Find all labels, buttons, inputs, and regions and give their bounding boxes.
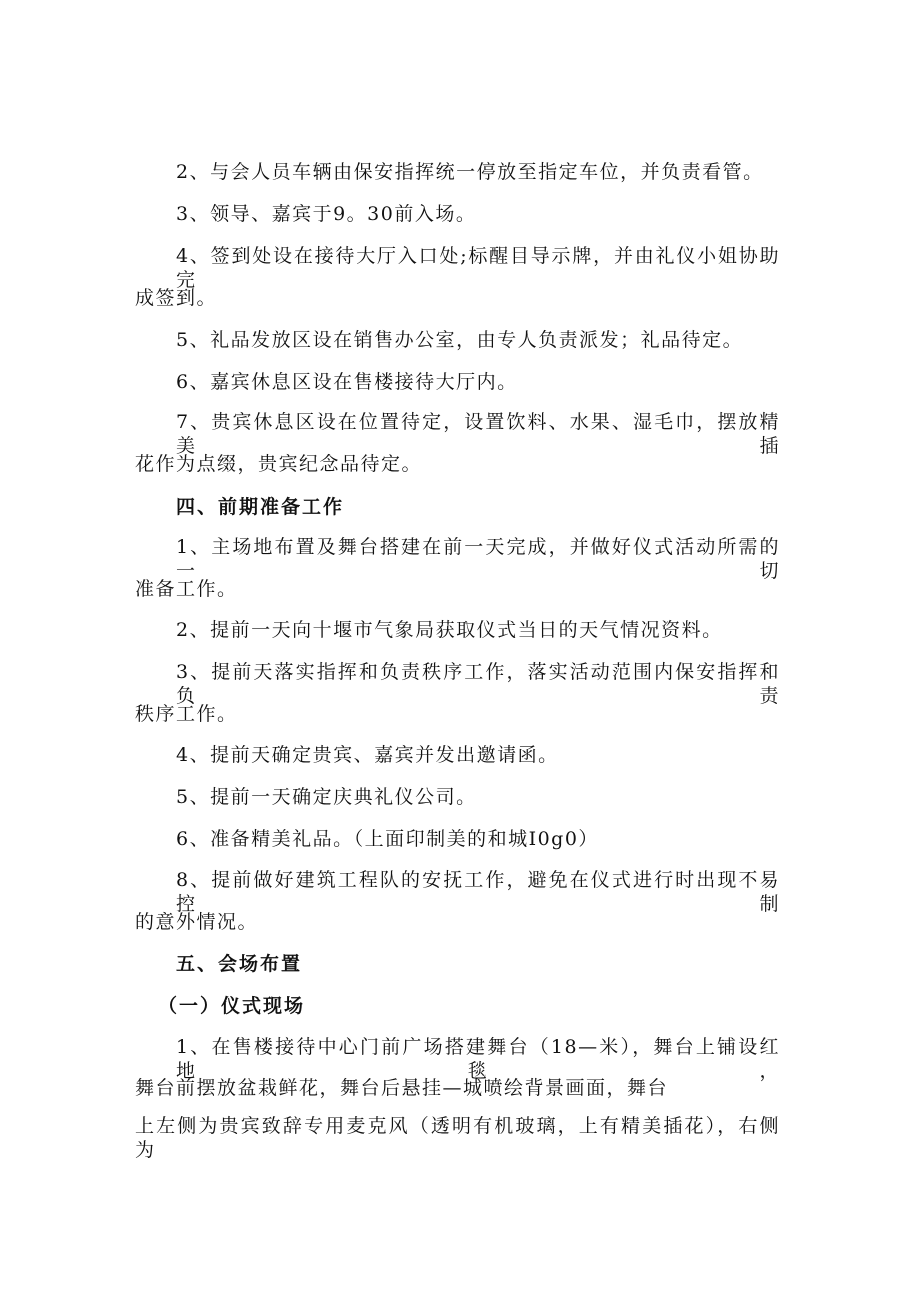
paragraph-guest-lounge: 6、嘉宾休息区设在售楼接待大厅内。: [176, 371, 518, 393]
paragraph-stage-setup-line2: 准备工作。: [135, 578, 238, 600]
section-heading-venue: 五、会场布置: [176, 953, 303, 975]
paragraph-vip-lounge-line1: 7、贵宾休息区设在位置待定，设置饮料、水果、湿毛巾，摆放精美插: [176, 411, 780, 457]
paragraph-gifts: 6、准备精美礼品。（上面印制美的和城I0g0）: [176, 828, 599, 850]
subsection-heading-ceremony-site: （一）仪式现场: [158, 995, 306, 1017]
paragraph-vip-lounge-line2: 花作为点缀，贵宾纪念品待定。: [135, 453, 423, 475]
paragraph-stage-line2: 舞台前摆放盆栽鲜花，舞台后悬挂—城喷绘背景画面，舞台: [135, 1077, 669, 1099]
section-heading-preparation: 四、前期准备工作: [176, 496, 345, 518]
paragraph-weather: 2、提前一天向十堰市气象局获取仪式当日的天气情况资料。: [176, 619, 723, 641]
paragraph-stage-line3: 上左侧为贵宾致辞专用麦克风（透明有机玻璃，上有精美插花），右侧为: [135, 1115, 780, 1161]
paragraph-security-line2: 秩序工作。: [135, 703, 238, 725]
paragraph-gift-area: 5、礼品发放区设在销售办公室，由专人负责派发；礼品待定。: [176, 329, 744, 351]
paragraph-invitations: 4、提前天确定贵宾、嘉宾并发出邀请函。: [176, 744, 559, 766]
paragraph-security-line1: 3、提前天落实指挥和负责秩序工作，落实活动范围内保安指挥和负责: [176, 661, 780, 707]
paragraph-stage-setup-line1: 1、主场地布置及舞台搭建在前一天完成，并做好仪式活动所需的一切: [176, 536, 780, 582]
paragraph-vehicle-parking: 2、与会人员车辆由保安指挥统一停放至指定车位，并负责看管。: [176, 161, 764, 183]
paragraph-stage-line1: 1、在售楼接待中心门前广场搭建舞台（18—米），舞台上铺设红地毯，: [176, 1036, 780, 1082]
paragraph-signin-line2: 成签到。: [135, 287, 218, 309]
paragraph-signin-line1: 4、签到处设在接待大厅入口处;标醒目导示牌，并由礼仪小姐协助完: [176, 245, 780, 291]
paragraph-etiquette-company: 5、提前一天确定庆典礼仪公司。: [176, 786, 477, 808]
paragraph-guest-arrival: 3、领导、嘉宾于9。30前入场。: [176, 203, 477, 225]
paragraph-construction-line1: 8、提前做好建筑工程队的安抚工作，避免在仪式进行时出现不易控制: [176, 869, 780, 915]
paragraph-construction-line2: 的意外情况。: [135, 911, 259, 933]
